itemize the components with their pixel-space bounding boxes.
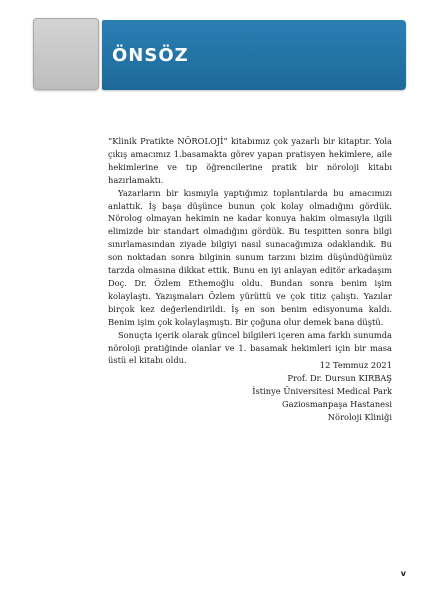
signature-block: [252, 359, 392, 424]
preface-paragraph: Yazarların bir kısmıyla yaptığımız toplantılarda bu amacımızı anlattık. İş başa düşünce bunun çok kolay olmadığını gördük. Nörolog olmayan hekimin ne kadar konuya hakim olmasıyla ilgili elimizde bir standart olmadığını gördük. Bu tespitten sonra bilgi sınırlamasından ziyade bilgiyi nasıl sunacağımıza odaklandık. Bu son noktadan sonra bilginin sunum tarzını bizim düşündüğümüz tarzda olmasına dikkat ettik. Bunu en iyi anlayan editör arkadaşım Doç. Dr. Özlem Ethemoğlu oldu. Bundan sonra benim işim kolaylaştı. Yazışmaları Özlem yürüttü ve çok titiz çalıştı. Yazılar birçok kez değerlendirildi. İş en son benim edisyonuma kaldı. Benim işim çok kolaylaşmıştı. Bir çoğuna olur demek bana düştü.: [108, 187, 392, 327]
chapter-title-bar: [102, 20, 406, 90]
preface-body: [108, 135, 392, 367]
signature-date: 12 Temmuz 2021: [319, 360, 392, 370]
preface-paragraph: “Klinik Pratikte NÖROLOJİ” kitabımız çok yazarlı bir kitaptır. Yola çıkış amacımız 1.basamakta görev yapan pratisyen hekimlere, aile hekimlerine ve tıp öğrencilerine pratik bir nöroloji kitabı hazırlamaktı.: [108, 136, 392, 185]
decorative-gray-block: [33, 18, 99, 90]
chapter-title: ÖNSÖZ: [112, 44, 189, 66]
page-number: v: [400, 569, 406, 578]
preface-paragraph: Sonuçta içerik olarak güncel bilgileri içeren ama farklı sunumda nöroloji pratiğinde olanlar ve 1. basamak hekimleri için bir masa üstü el kitabı oldu.: [108, 329, 392, 366]
signature-hospital: Gaziosmanpaşa Hastanesi: [282, 398, 392, 409]
signature-name: Prof. Dr. Dursun KIRBAŞ: [287, 372, 392, 383]
signature-university: İstinye Üniversitesi Medical Park: [252, 385, 392, 396]
signature-clinic: Nöroloji Kliniği: [327, 411, 392, 422]
